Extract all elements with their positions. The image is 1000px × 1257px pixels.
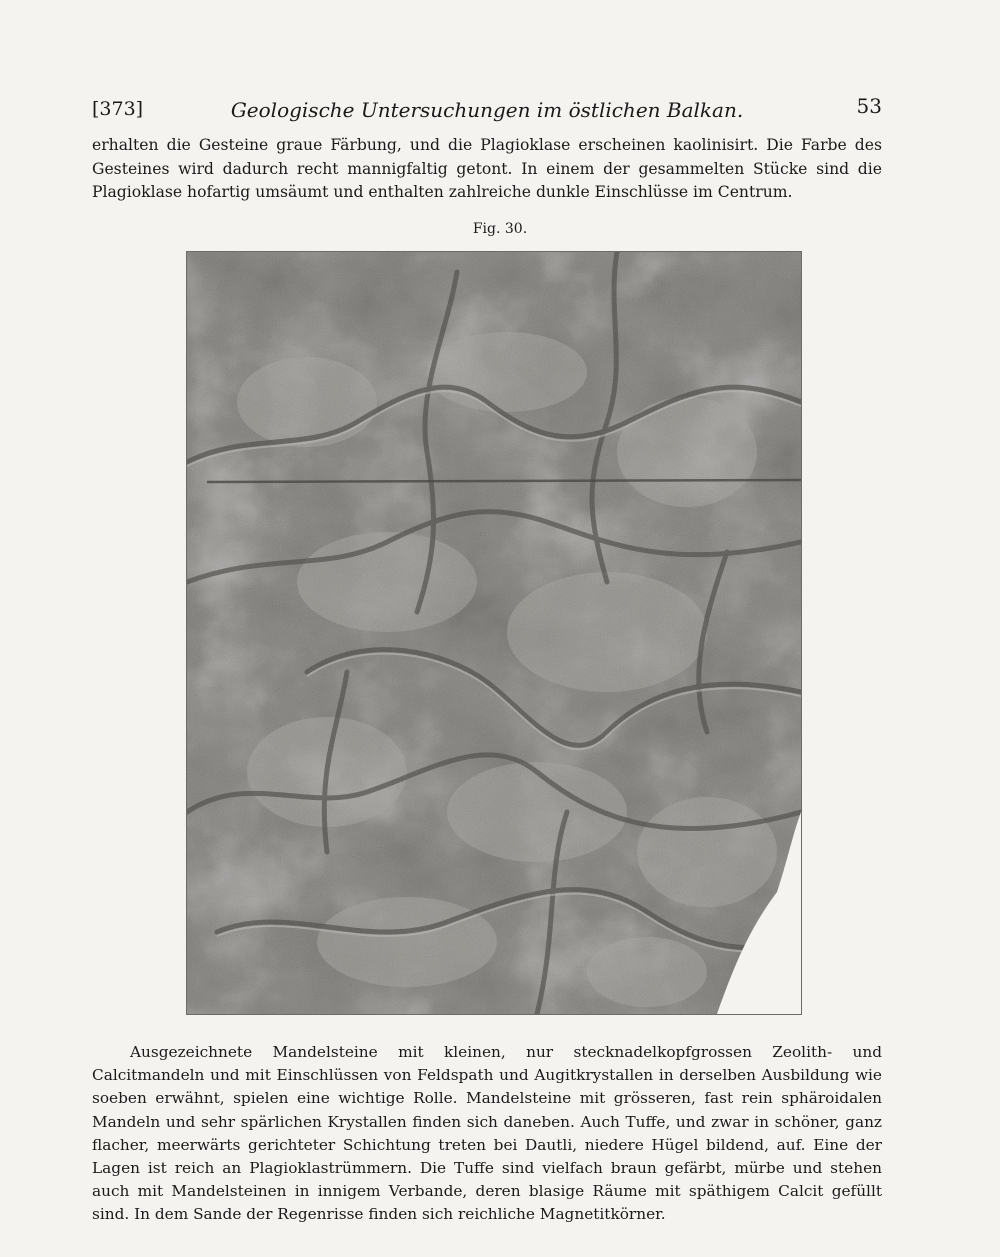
page-number: 53: [856, 94, 882, 118]
running-title: Geologische Untersuchungen im östlichen Balkan.: [230, 98, 744, 122]
rock-surface-photograph: [186, 251, 802, 1015]
running-header: [92, 94, 882, 124]
engraver-signature: JAFFE sc.: [754, 999, 795, 1008]
page-reference: [373]: [92, 98, 144, 120]
figure-caption: Fig. 30.: [472, 221, 528, 237]
rock-texture-illustration: [187, 252, 801, 1014]
body-paragraph: Ausgezeichnete Mandelsteine mit kleinen, nur stecknadelkopfgrossen Zeolith- und Calcitmandeln und mit Einschlüssen von Feldspath und Augitkrystallen in derselben Ausbildung wie soeben erwähnt, spielen eine wichtige Rolle. Mandelsteine mit grösseren, fast rein sphäroidalen Mandeln und sehr spärlichen Krystallen finden sich daneben. Auch Tuffe, und zwar in schöner, ganz flacher, meerwärts gerichteter Schichtung treten bei Dautli, niedere Hügel bildend, auf. Eine der Lagen ist reich an Plagioklastrümmern. Die Tuffe sind vielfach braun gefärbt, mürbe und stehen auch mit Mandelsteinen in innigem Verbande, deren blasige Räume mit späthigem Calcit gefüllt sind. In dem Sande der Regenrisse finden sich reichliche Magnetitkörner.: [92, 1043, 882, 1224]
intro-paragraph: erhalten die Gesteine graue Färbung, und die Plagioklase erscheinen kaolinisirt. Die Farbe des Gesteines wird dadurch recht mannigfaltig getont. In einem der gesammelten Stücke sind die Plagioklase hofartig umsäumt und enthalten zahlreiche dunkle Einschlüsse im Centrum.: [92, 136, 882, 201]
